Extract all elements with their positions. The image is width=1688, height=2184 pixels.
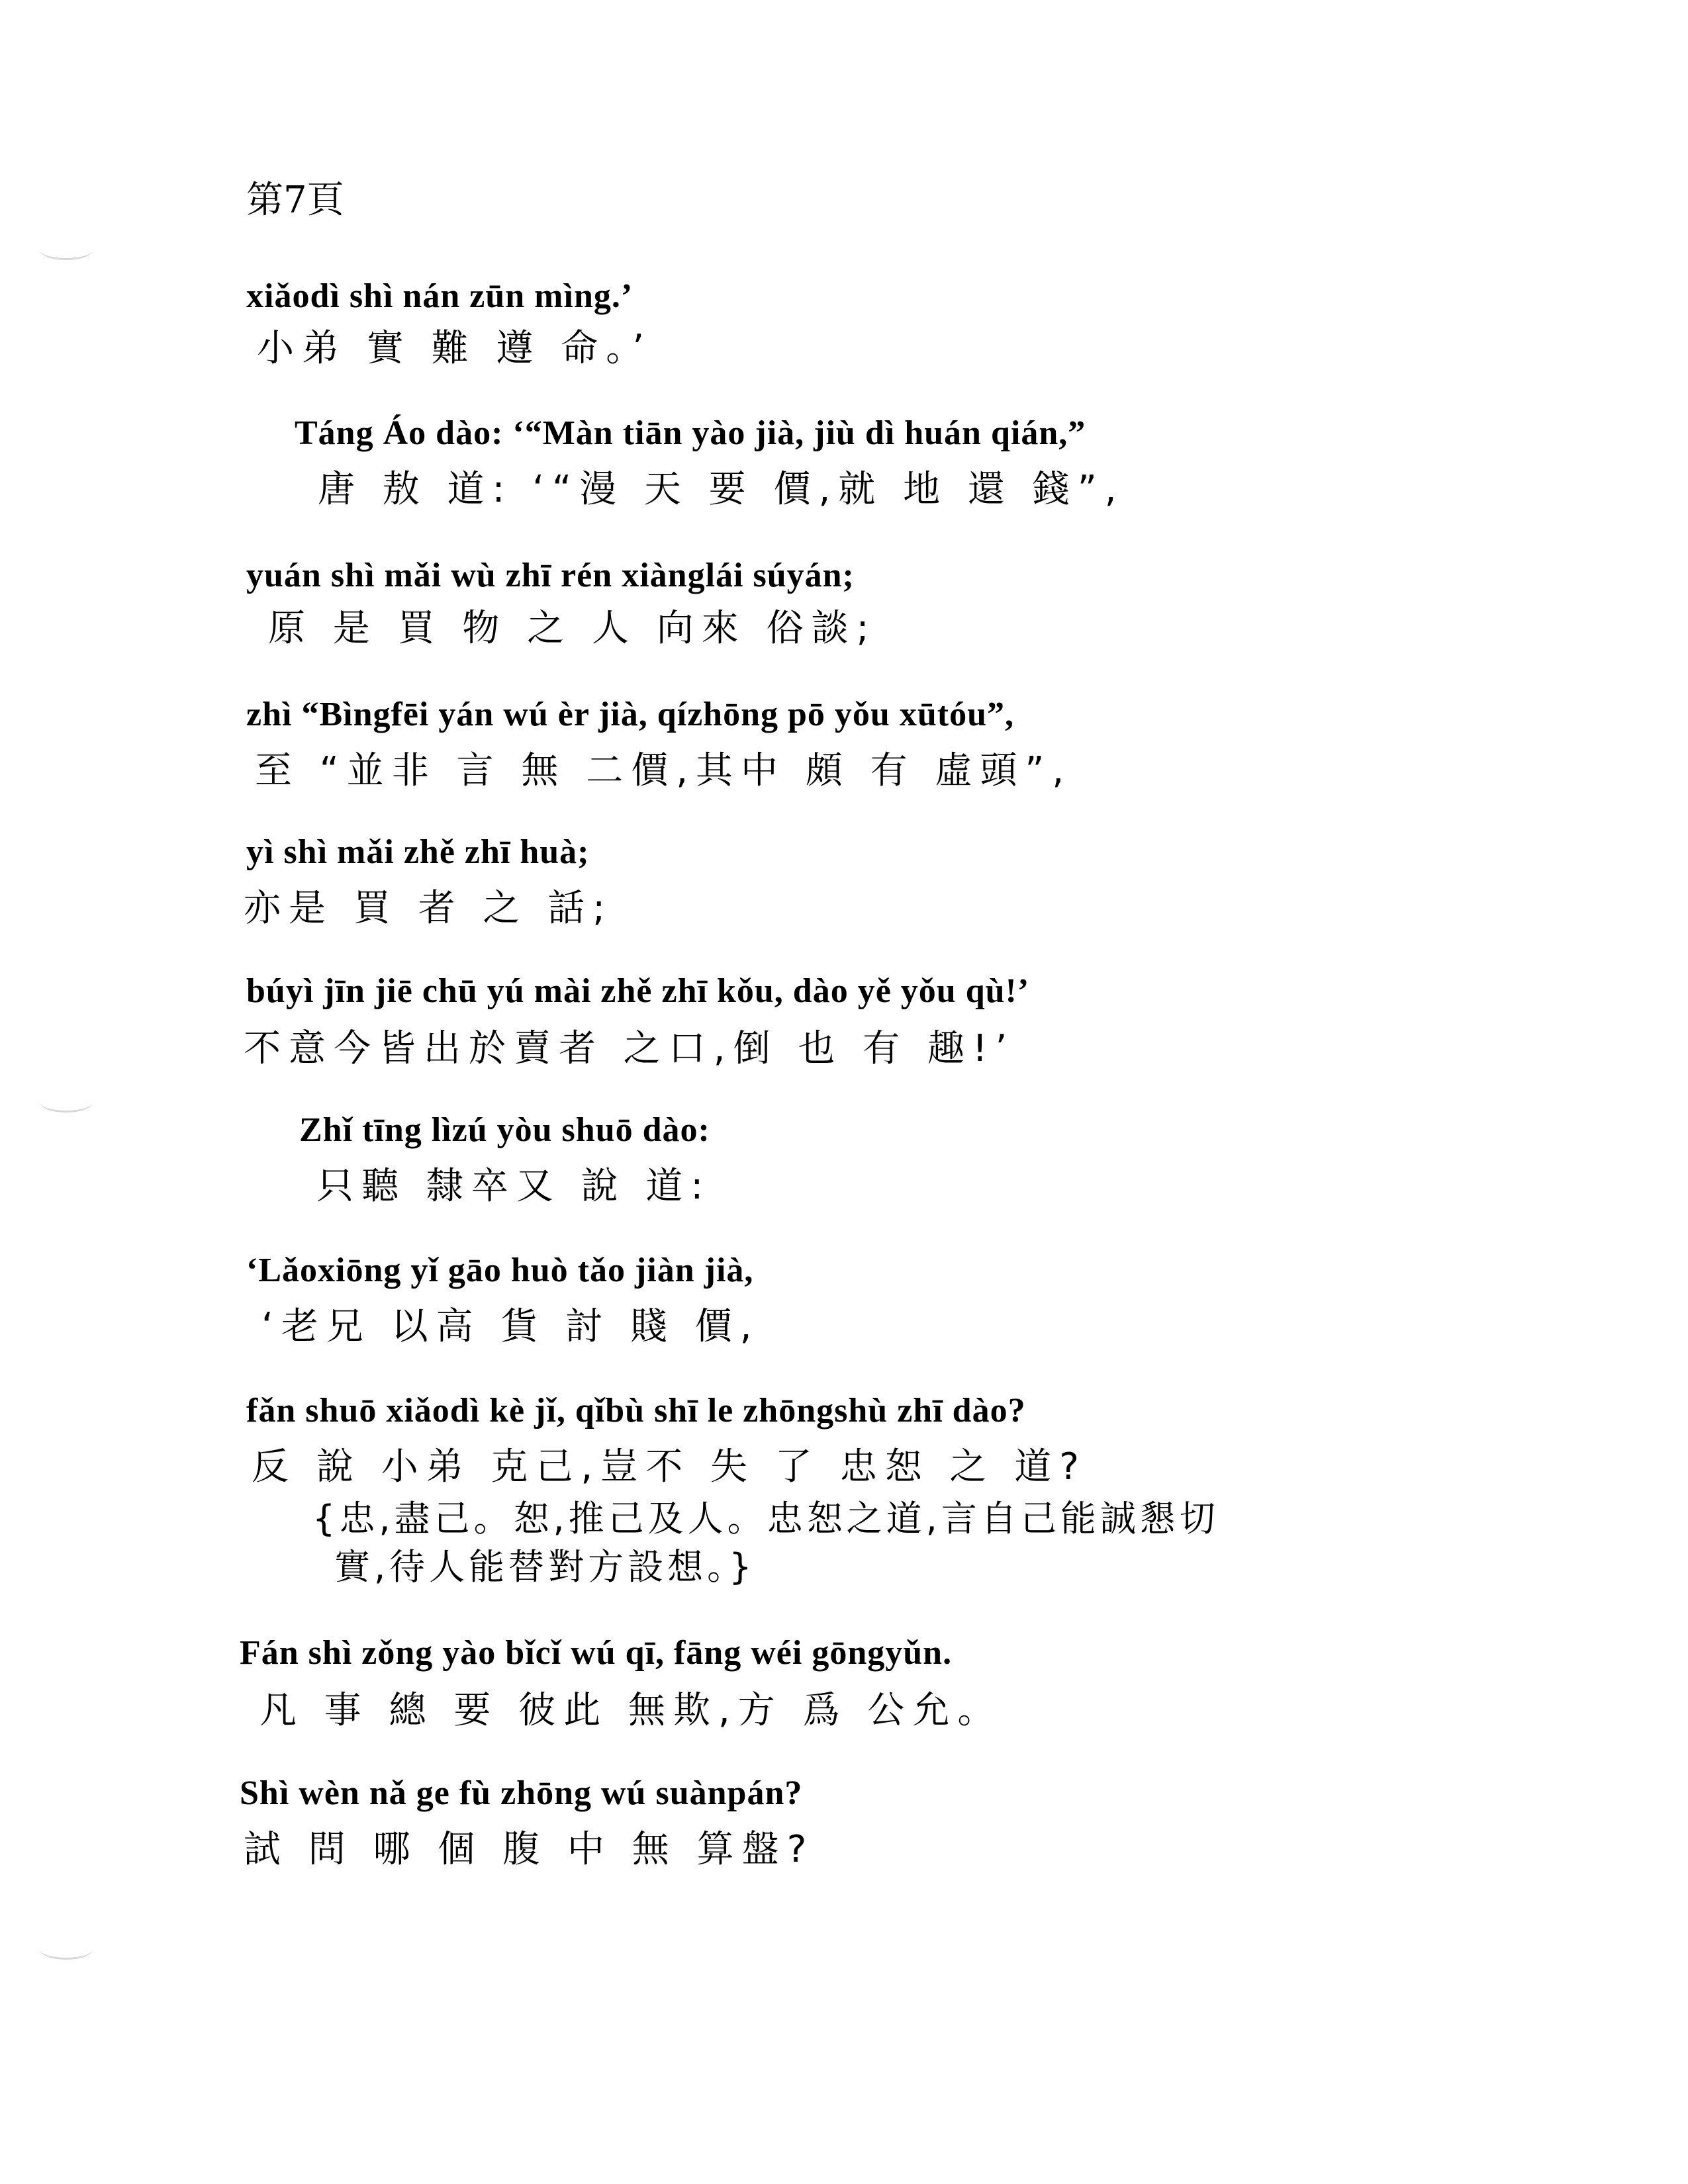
hanzi-line: 試 問 哪 個 腹 中 無 算盤? bbox=[244, 1828, 815, 1871]
pinyin-line: Shì wèn nǎ ge fù zhōng wú suànpán? bbox=[240, 1774, 803, 1812]
hanzi-line: 原 是 買 物 之 人 向來 俗談; bbox=[268, 607, 877, 650]
page-number: 第7頁 bbox=[246, 179, 344, 222]
hanzi-line: 至 “並非 言 無 二價,其中 頗 有 虛頭”, bbox=[255, 749, 1072, 792]
pinyin-line: Zhǐ tīng lìzú yòu shuō dào: bbox=[299, 1111, 710, 1149]
punch-mark bbox=[40, 1939, 93, 1960]
hanzi-line: 小弟 實 難 遵 命。’ bbox=[257, 327, 653, 370]
pinyin-line: xiǎodì shì nán zūn mìng.’ bbox=[246, 277, 633, 315]
hanzi-line: 不意今皆出於賣者 之口,倒 也 有 趣!’ bbox=[244, 1027, 1015, 1070]
hanzi-line: 亦是 買 者 之 話; bbox=[244, 887, 614, 930]
pinyin-line: búyì jīn jiē chū yú mài zhě zhī kǒu, dào yě yǒu qù!’ bbox=[246, 972, 1030, 1010]
pinyin-line: Táng Áo dào: ‘“Màn tiān yào jià, jiù dì huán qián,” bbox=[295, 414, 1086, 452]
punch-mark bbox=[40, 1092, 93, 1113]
punch-mark bbox=[40, 240, 93, 260]
pinyin-line: fǎn shuō xiǎodì kè jǐ, qǐbù shī le zhōngshù zhī dào? bbox=[246, 1392, 1026, 1430]
hanzi-line: 唐 敖 道: ‘“漫 天 要 價,就 地 還 錢”, bbox=[318, 468, 1125, 511]
annotation-note: {忠,盡己。恕,推己及人。忠恕之道,言自己能誠懇切 bbox=[312, 1498, 1219, 1539]
hanzi-line: 凡 事 總 要 彼此 無欺,方 爲 公允。 bbox=[259, 1689, 1003, 1732]
pinyin-line: yì shì mǎi zhě zhī huà; bbox=[246, 833, 590, 871]
pinyin-line: zhì “Bìngfēi yán wú èr jià, qízhōng pō yǒu xūtóu”, bbox=[246, 696, 1015, 733]
annotation-note: 實,待人能替對方設想。} bbox=[334, 1546, 756, 1588]
pinyin-line: Fán shì zǒng yào bǐcǐ wú qī, fāng wéi gōngyǔn. bbox=[240, 1634, 953, 1672]
pinyin-line: ‘Lǎoxiōng yǐ gāo huò tǎo jiàn jià, bbox=[246, 1251, 754, 1289]
hanzi-line: 反 說 小弟 克己,豈不 失 了 忠恕 之 道? bbox=[252, 1445, 1087, 1488]
hanzi-line: 只聽 隸卒又 說 道: bbox=[316, 1165, 712, 1208]
hanzi-line: ‘老兄 以高 貨 討 賤 價, bbox=[261, 1305, 760, 1348]
pinyin-line: yuán shì mǎi wù zhī rén xiànglái súyán; bbox=[246, 557, 855, 594]
